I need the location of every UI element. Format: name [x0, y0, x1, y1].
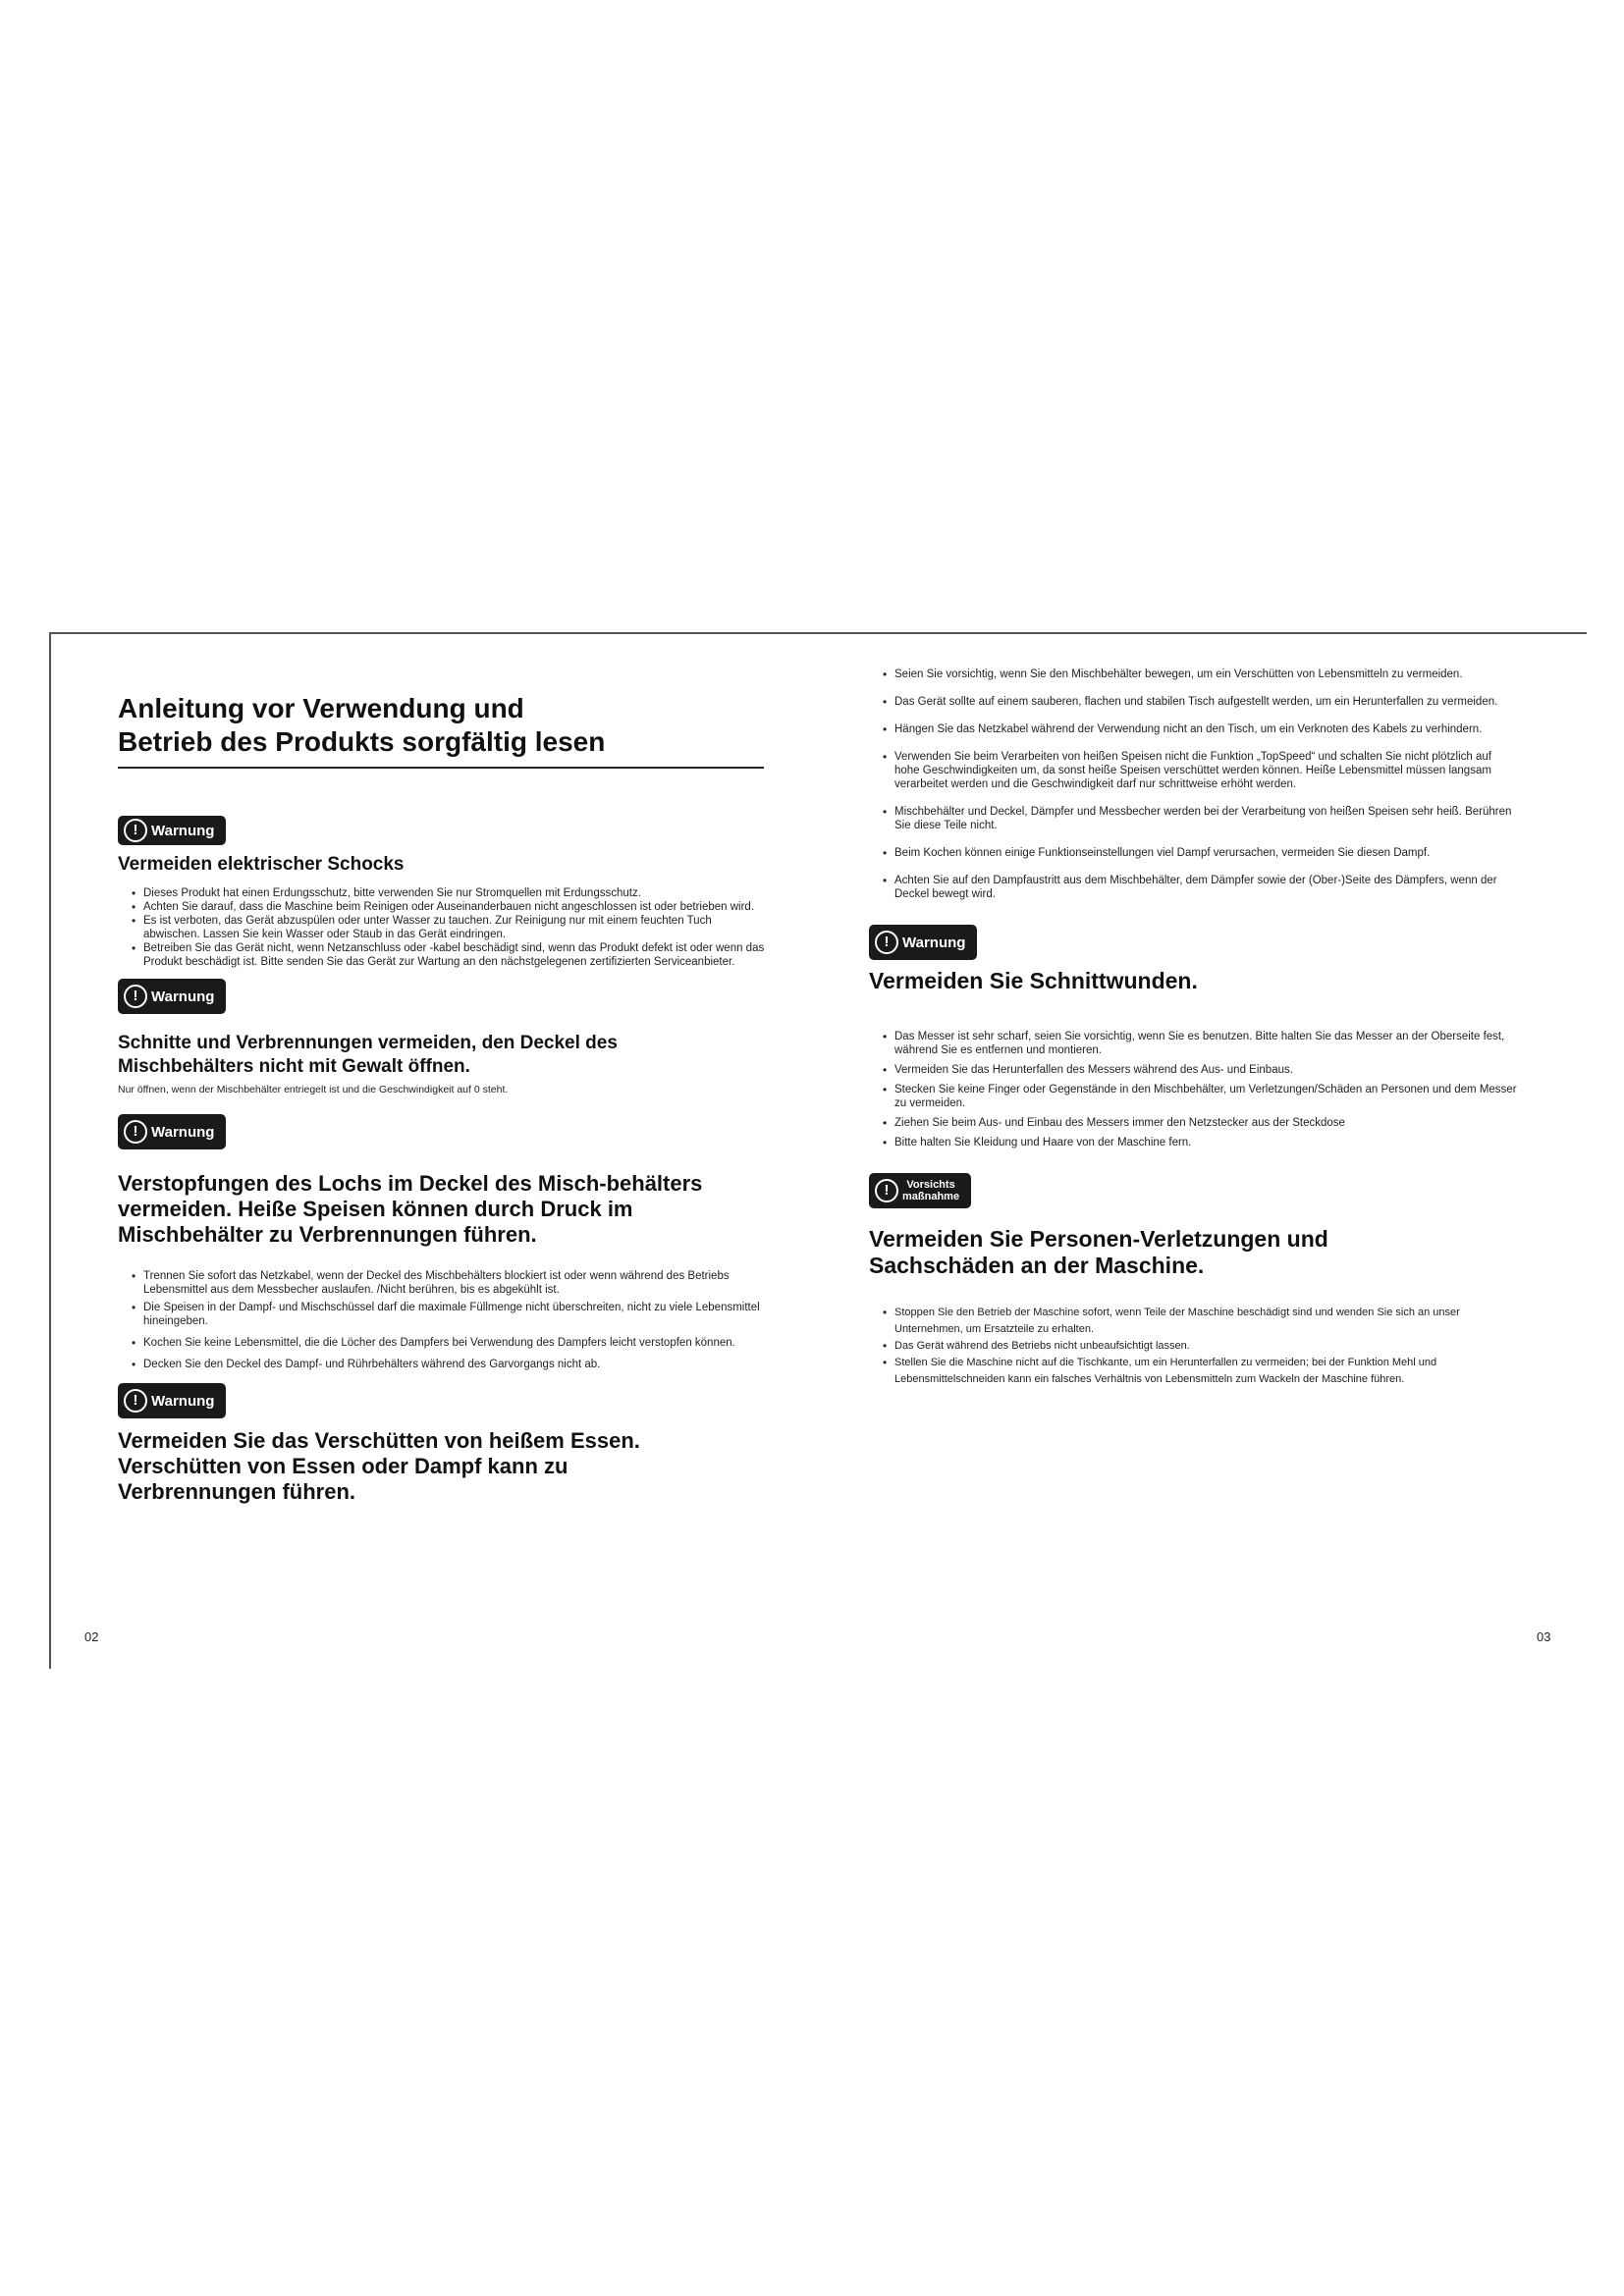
list-item: • Hängen Sie das Netzkabel während der Verwendung nicht an den Tisch, um ein Verknoten des Kabels zu verhindern.	[869, 722, 1517, 736]
list-item: • Stellen Sie die Maschine nicht auf die Tischkante, um ein Herunterfallen zu vermeiden; bei der Funktion Mehl und Lebensmittelschneiden kann ein falsches Verhältnis von Lebensmitteln zum Wackeln der Maschine führen.	[869, 1355, 1517, 1388]
right-page	[869, 667, 1517, 1388]
list-item: • Beim Kochen können einige Funktionseinstellungen viel Dampf verursachen, vermeiden Sie diesen Dampf.	[869, 846, 1517, 860]
list-item: • Trennen Sie sofort das Netzkabel, wenn der Deckel des Mischbehälters blockiert ist oder wenn während des Betriebs Lebensmittel aus dem Messbecher auslaufen. /Nicht berühren, bis es abgekühlt ist.	[118, 1269, 766, 1297]
list-item: • Achten Sie auf den Dampfaustritt aus dem Mischbehälter, dem Dämpfer sowie der (Ober-)Seite des Dämpfers, wenn der Deckel bewegt wird.	[869, 874, 1517, 901]
list-item: • Kochen Sie keine Lebensmittel, die die Löcher des Dampfers bei Verwendung des Dampfers leicht verstopfen können.	[118, 1336, 766, 1350]
page-title	[118, 692, 764, 769]
caution-badge	[869, 1173, 971, 1208]
list-item: • Betreiben Sie das Gerät nicht, wenn Netzanschluss oder -kabel beschädigt sind, wenn das Produkt defekt ist oder wenn das Produkt beschädigt ist. Bitte senden Sie das Gerät zur Wartung an den nächstgelegenen zertifizierten Serviceanbieter.	[118, 941, 766, 969]
heading-line: Mischbehälters nicht mit Gewalt öffnen.	[118, 1056, 470, 1077]
top-border-line	[49, 632, 1587, 634]
hot-food-list	[869, 667, 1517, 901]
lid-blockage-list	[118, 1269, 766, 1371]
heading-line: Sachschäden an der Maschine.	[869, 1253, 1205, 1278]
warning-badge	[869, 925, 977, 960]
caution-badge-label	[902, 1179, 959, 1202]
heading-line: Verbrennungen führen.	[118, 1479, 356, 1504]
list-item: • Decken Sie den Deckel des Dampf- und Rührbehälters während des Garvorgangs nicht ab.	[118, 1358, 766, 1371]
warning-badge	[118, 816, 226, 845]
list-item: • Die Speisen in der Dampf- und Mischschüssel darf die maximale Füllmenge nicht überschreiten, nicht zu viele Lebensmittel hineingeben.	[118, 1301, 766, 1328]
list-item: • Stoppen Sie den Betrieb der Maschine sofort, wenn Teile der Maschine beschädigt sind und wenden Sie sich an unser Unternehmen, um Ersatzteile zu erhalten.	[869, 1305, 1517, 1338]
heading-line: Schnitte und Verbrennungen vermeiden, den Deckel des	[118, 1033, 618, 1053]
list-item: • Mischbehälter und Deckel, Dämpfer und Messbecher werden bei der Verarbeitung von heißen Speisen sehr heiß. Berühren Sie diese Teile nicht.	[869, 805, 1517, 832]
list-item: • Bitte halten Sie Kleidung und Haare von der Maschine fern.	[869, 1136, 1517, 1149]
caution-badge-line: Vorsichts	[906, 1179, 955, 1191]
cut-wounds-list	[869, 1030, 1517, 1149]
warning-badge	[118, 1383, 226, 1418]
warning-badge-label: Warnung	[151, 988, 215, 1005]
exclamation-circle-icon: !	[124, 985, 147, 1008]
page-number-left: 02	[84, 1629, 99, 1644]
list-item: • Das Gerät während des Betriebs nicht unbeaufsichtigt lassen.	[869, 1338, 1517, 1355]
warning-badge-label: Warnung	[151, 822, 215, 839]
warning-badge	[118, 1114, 226, 1149]
list-item: • Das Gerät sollte auf einem sauberen, flachen und stabilen Tisch aufgestellt werden, um ein Herunterfallen zu vermeiden.	[869, 695, 1517, 709]
heading-line: vermeiden. Heiße Speisen können durch Druck im	[118, 1197, 633, 1221]
injury-damage-list	[869, 1305, 1517, 1388]
left-page	[118, 692, 766, 1505]
section-heading-cuts-burns	[118, 1032, 766, 1079]
warning-badge-label: Warnung	[151, 1392, 215, 1410]
list-item: • Seien Sie vorsichtig, wenn Sie den Mischbehälter bewegen, um ein Verschütten von Lebensmitteln zu vermeiden.	[869, 667, 1517, 681]
list-item: • Achten Sie darauf, dass die Maschine beim Reinigen oder Auseinanderbauen nicht angeschlossen ist oder betrieben wird.	[118, 900, 766, 914]
list-item: • Das Messer ist sehr scharf, seien Sie vorsichtig, wenn Sie es benutzen. Bitte halten Sie das Messer an der Oberseite fest, während Sie es entfernen und montieren.	[869, 1030, 1517, 1057]
warning-badge-label: Warnung	[151, 1123, 215, 1141]
exclamation-circle-icon: !	[875, 931, 898, 954]
exclamation-circle-icon: !	[124, 1389, 147, 1413]
heading-line: Mischbehälter zu Verbrennungen führen.	[118, 1222, 537, 1247]
list-item: • Verwenden Sie beim Verarbeiten von heißen Speisen nicht die Funktion „TopSpeed“ und schalten Sie nicht plötzlich auf hohe Geschwindigkeiten um, da sonst heiße Speisen verschüttet werden können. Heiße Lebensmittel müssen langsam verarbeitet werden und die Geschwindigkeit darf nur schrittweise erhöht werden.	[869, 750, 1517, 791]
list-item: • Stecken Sie keine Finger oder Gegenstände in den Mischbehälter, um Verletzungen/Schäden an Personen und dem Messer zu vermeiden.	[869, 1083, 1517, 1110]
list-item: • Ziehen Sie beim Aus- und Einbau des Messers immer den Netzstecker aus der Steckdose	[869, 1116, 1517, 1130]
section-note: Nur öffnen, wenn der Mischbehälter entriegelt ist und die Geschwindigkeit auf 0 steht.	[118, 1084, 509, 1095]
heading-line: Vermeiden Sie das Verschütten von heißem Essen.	[118, 1428, 640, 1453]
left-border-line	[49, 632, 51, 1669]
heading-line: Verstopfungen des Lochs im Deckel des Misch-behälters	[118, 1171, 703, 1196]
heading-line: Verschütten von Essen oder Dampf kann zu	[118, 1454, 568, 1478]
list-item: • Vermeiden Sie das Herunterfallen des Messers während des Aus- und Einbaus.	[869, 1063, 1517, 1077]
warning-badge	[118, 979, 226, 1014]
page-title-line-1: Anleitung vor Verwendung und	[118, 693, 524, 723]
section-heading-lid-blockage	[118, 1171, 766, 1248]
heading-line: Vermeiden Sie Personen-Verletzungen und	[869, 1226, 1328, 1252]
list-item: • Dieses Produkt hat einen Erdungsschutz, bitte verwenden Sie nur Stromquellen mit Erdungsschutz.	[118, 886, 766, 900]
section-heading-injury-damage	[869, 1226, 1517, 1279]
page-title-line-2: Betrieb des Produkts sorgfältig lesen	[118, 726, 606, 757]
section-heading-cut-wounds: Vermeiden Sie Schnittwunden.	[869, 968, 1198, 993]
caution-badge-line: maßnahme	[902, 1191, 960, 1202]
page-number-right: 03	[1537, 1629, 1551, 1644]
warning-badge-label: Warnung	[902, 934, 966, 951]
exclamation-circle-icon: !	[124, 819, 147, 842]
electric-shock-list	[118, 886, 766, 969]
section-heading-electric-shock: Vermeiden elektrischer Schocks	[118, 854, 405, 875]
list-item: • Es ist verboten, das Gerät abzuspülen oder unter Wasser zu tauchen. Zur Reinigung nur mit einem feuchten Tuch abwischen. Lassen Sie kein Wasser oder Staub in das Gerät eindringen.	[118, 914, 766, 941]
exclamation-circle-icon: !	[124, 1120, 147, 1144]
exclamation-circle-icon: !	[875, 1179, 898, 1202]
section-heading-hot-food-spill	[118, 1428, 766, 1505]
